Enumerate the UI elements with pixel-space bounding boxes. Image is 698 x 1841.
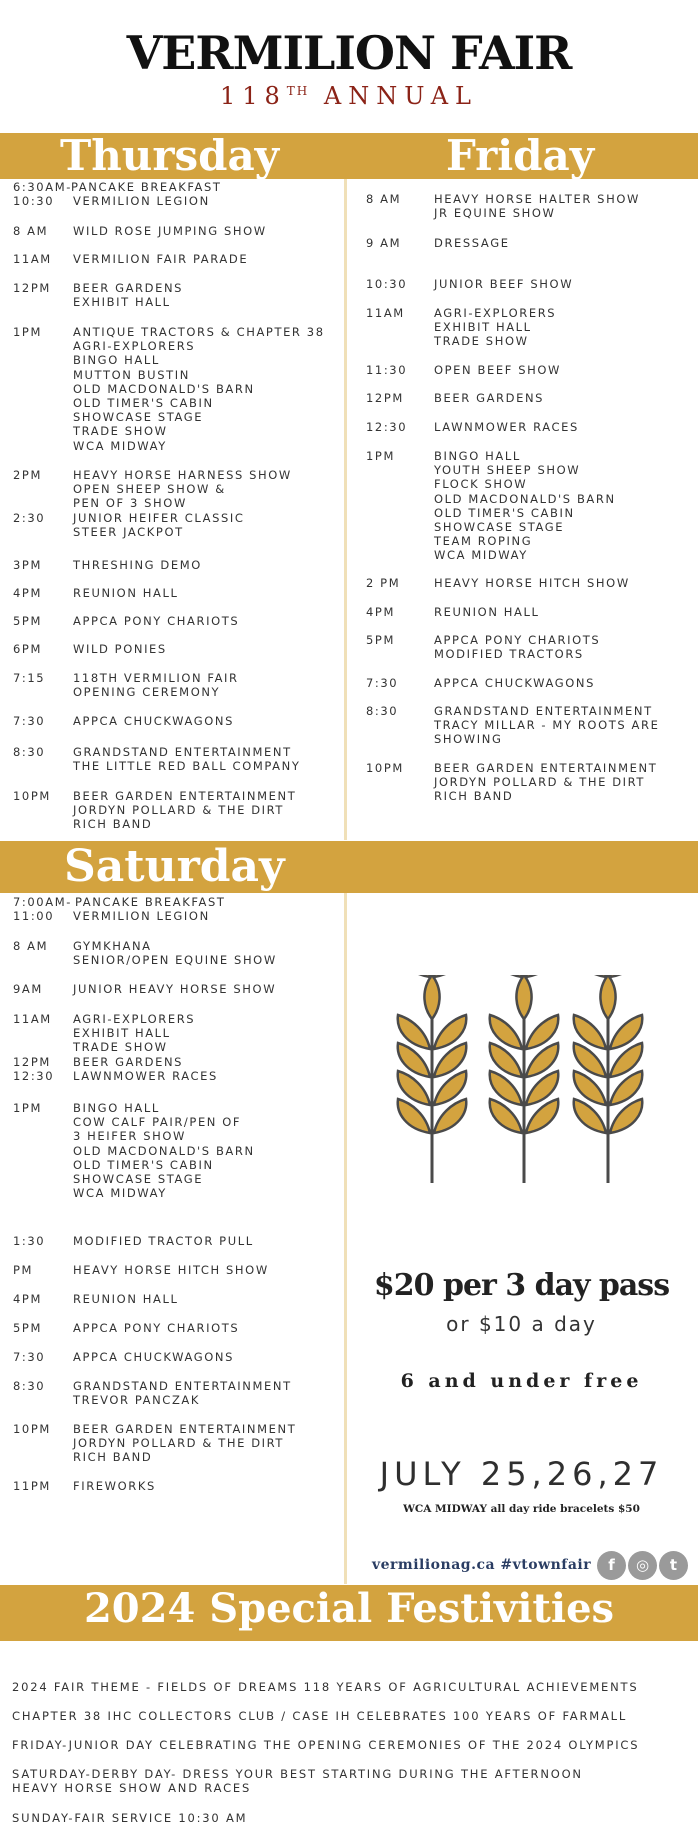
entry-time: 11:30 [366,363,408,377]
event-line: AGRI-EXPLORERS [73,1012,196,1026]
entry-events [73,745,300,773]
event-line: PEN OF 3 SHOW [73,496,187,511]
entry-events [73,1101,255,1200]
entry-time: 6:30AM- [13,180,72,194]
entry-events [73,194,210,208]
entry-events [434,420,579,434]
entry-time: 9AM [13,982,43,996]
event-line: OLD MACDONALD'S BARN [73,381,255,396]
entry-events [73,1055,183,1069]
event-line: APPCA CHUCKWAGONS [434,676,596,690]
event-line: RICH BAND [73,817,153,832]
special-item-1: 2024 FAIR THEME - FIELDS OF DREAMS 118 YEARS OF AGRICULTURAL ACHIEVEMENTS [12,1680,639,1694]
instagram-icon[interactable]: ◎ [628,1551,657,1580]
entry-events [73,1321,239,1335]
entry-time: 12PM [13,1055,51,1069]
entry-time: 5PM [13,1321,42,1335]
entry-events [434,676,595,690]
event-line: LAWNMOWER RACES [434,420,579,434]
entry-time: 7:00AM- [13,895,72,909]
event-line: TREVOR PANCZAK [73,1393,201,1408]
entry-time: 10:30 [13,194,55,208]
event-line: BEER GARDEN ENTERTAINMENT [434,761,658,775]
entry-events [73,1292,179,1306]
edition-number: 118 [219,82,287,110]
entry-events [73,1234,254,1248]
event-line: VERMILION LEGION [73,194,210,208]
saturday-band [0,841,698,893]
social-links[interactable]: vermilionag.ca #vtownfair [372,1557,592,1573]
entry-events [434,192,640,220]
entry-events [73,224,267,238]
event-line: GRANDSTAND ENTERTAINMENT [73,1379,292,1393]
entry-events [73,1422,296,1465]
event-line: PANCAKE BREAKFAST [75,895,226,909]
entry-time: 12:30 [366,420,408,434]
event-line: 118TH VERMILION FAIR [73,671,239,685]
entry-time: 1PM [13,325,42,339]
event-line: OLD MACDONALD'S BARN [73,1143,255,1158]
entry-events [73,1350,234,1364]
entry-time: 8 AM [366,192,402,206]
event-line: 3 HEIFER SHOW [73,1129,186,1144]
event-line: MODIFIED TRACTOR PULL [73,1234,254,1248]
event-line: GYMKHANA [73,939,152,953]
entry-events [73,1012,195,1055]
event-line: SHOWCASE STAGE [73,1172,204,1187]
event-line: BEER GARDENS [434,391,545,405]
entry-time: 3PM [13,558,42,572]
entry-time: 1:30 [13,1234,46,1248]
entry-time: 2PM [13,468,42,482]
event-line: ANTIQUE TRACTORS & CHAPTER 38 [73,325,325,339]
event-line: JR EQUINE SHOW [434,206,556,221]
entry-time: 1PM [13,1101,42,1115]
column-divider-top [344,179,347,840]
entry-events [73,642,167,656]
event-line: REUNION HALL [73,1292,179,1306]
entry-events [73,252,248,266]
poster-subtitle [0,82,698,110]
annual-word: ANNUAL [323,82,478,110]
fair-dates: JULY 25,26,27 [379,1455,664,1493]
entry-events [73,671,239,699]
event-line: BINGO HALL [73,1101,160,1115]
special-festivities-title: 2024 Special Festivities [83,1585,615,1632]
event-line: SENIOR/OPEN EQUINE SHOW [73,953,277,968]
event-line: VERMILION LEGION [73,909,210,923]
entry-events [73,1379,292,1407]
event-line: COW CALF PAIR/PEN OF [73,1115,242,1130]
event-line: BEER GARDEN ENTERTAINMENT [73,789,297,803]
event-line: JORDYN POLLARD & THE DIRT [73,1436,285,1451]
facebook-icon[interactable]: f [597,1551,626,1580]
entry-time: 4PM [13,586,42,600]
entry-time: 7:30 [13,1350,46,1364]
entry-time: 9 AM [366,236,402,250]
entry-time: 10PM [13,789,51,803]
entry-time: 2 PM [366,576,401,590]
event-line: OLD MACDONALD'S BARN [434,491,616,506]
entry-events [73,281,183,309]
event-line: GRANDSTAND ENTERTAINMENT [73,745,292,759]
entry-events [434,633,600,661]
midway-bracelet-note: WCA MIDWAY all day ride bracelets $50 [403,1503,640,1515]
event-line: APPCA PONY CHARIOTS [73,1321,240,1335]
event-line: EXHIBIT HALL [73,1026,171,1041]
event-line: JORDYN POLLARD & THE DIRT [434,775,646,790]
twitter-icon[interactable]: t [659,1551,688,1580]
event-line: VERMILION FAIR PARADE [73,252,249,266]
entry-time: 6PM [13,642,42,656]
entry-time: 10:30 [366,277,408,291]
event-line: HEAVY HORSE HITCH SHOW [434,576,630,590]
event-line: SHOWCASE STAGE [73,410,204,425]
event-line: MODIFIED TRACTORS [434,647,584,662]
event-line: HEAVY HORSE HARNESS SHOW [73,468,292,482]
event-line: EXHIBIT HALL [434,320,532,335]
entry-events [73,1263,269,1277]
entry-time: 12PM [13,281,51,295]
entry-time: 7:30 [366,676,399,690]
event-line: TEAM ROPING [434,534,533,549]
event-line: THE LITTLE RED BALL COMPANY [73,759,301,774]
entry-events [73,909,210,923]
entry-time: 5PM [13,614,42,628]
edition-suffix: TH [286,84,310,98]
entry-events [434,704,659,747]
entry-events [73,511,245,539]
entry-events [75,895,226,909]
event-line: STEER JACKPOT [73,525,184,540]
event-line: YOUTH SHEEP SHOW [434,463,581,478]
event-line: REUNION HALL [73,586,179,600]
daily-price: or $10 a day [446,1312,597,1336]
wheat-stalk-1 [398,975,466,1183]
event-line: LAWNMOWER RACES [73,1069,218,1083]
wheat-illustration [394,975,654,1185]
special-item-3: FRIDAY-JUNIOR DAY CELEBRATING THE OPENING CEREMONIES OF THE 2024 OLYMPICS [12,1738,640,1752]
event-line: BEER GARDEN ENTERTAINMENT [73,1422,297,1436]
entry-events [73,1069,218,1083]
entry-time: 1PM [366,449,395,463]
entry-events [434,761,657,804]
special-item-2: CHAPTER 38 IHC COLLECTORS CLUB / CASE IH CELEBRATES 100 YEARS OF FARMALL [12,1709,628,1723]
entry-events [73,982,276,996]
event-line: BEER GARDENS [73,1055,184,1069]
entry-time: 8:30 [366,704,399,718]
event-line: APPCA CHUCKWAGONS [73,1350,235,1364]
kids-free-note: 6 and under free [400,1370,643,1392]
saturday-title: Saturday [64,841,285,892]
thursday-friday-band [0,133,698,179]
event-line: WILD ROSE JUMPING SHOW [73,224,267,238]
entry-time: 4PM [366,605,395,619]
entry-time: 7:15 [13,671,46,685]
event-line: OLD TIMER'S CABIN [73,1157,214,1172]
event-line: BEER GARDENS [73,281,184,295]
entry-time: 2:30 [13,511,46,525]
event-line: EXHIBIT HALL [73,295,171,310]
event-line: WCA MIDWAY [434,548,528,563]
event-line: REUNION HALL [434,605,540,619]
event-line: AGRI-EXPLORERS [434,306,557,320]
event-line: FIREWORKS [73,1479,156,1493]
event-line: MUTTON BUSTIN [73,367,190,382]
event-line: TRADE SHOW [73,424,168,439]
entry-events [73,939,277,967]
wheat-stalk-2 [490,975,558,1183]
entry-time: 8 AM [13,224,49,238]
event-line: SHOWING [434,732,503,747]
event-line: DRESSAGE [434,236,510,250]
entry-events [73,325,325,453]
entry-events [434,277,573,291]
entry-time: 11AM [366,306,405,320]
entry-events [73,714,234,728]
event-line: JUNIOR BEEF SHOW [434,277,574,291]
entry-time: 11:00 [13,909,55,923]
event-line: OPEN BEEF SHOW [434,363,561,377]
entry-events [434,449,616,563]
entry-events [73,586,179,600]
entry-events [434,576,630,590]
event-line: GRANDSTAND ENTERTAINMENT [434,704,653,718]
friday-title: Friday [446,131,595,180]
entry-events [71,180,222,194]
entry-time: 11AM [13,1012,52,1026]
event-line: OLD TIMER'S CABIN [434,505,575,520]
poster-title: VERMILION FAIR [126,26,572,80]
event-line: WILD PONIES [73,642,167,656]
entry-time: 8 AM [13,939,49,953]
event-line: AGRI-EXPLORERS [73,339,196,354]
entry-time: 11PM [13,1479,51,1493]
three-day-pass-price: $20 per 3 day pass [373,1268,670,1303]
entry-events [73,789,296,832]
entry-events [73,614,239,628]
entry-time: 12:30 [13,1069,55,1083]
entry-time: 5PM [366,633,395,647]
event-line: TRACY MILLAR - MY ROOTS ARE [434,718,660,733]
special-item-4: SATURDAY-DERBY DAY- DRESS YOUR BEST STARTING DURING THE AFTERNOON [12,1767,583,1781]
entry-time: 12PM [366,391,404,405]
event-line: HEAVY HORSE HITCH SHOW [73,1263,269,1277]
event-line: SHOWCASE STAGE [434,520,565,535]
entry-time: PM [13,1263,34,1277]
entry-time: 10PM [13,1422,51,1436]
special-festivities-band [0,1585,698,1641]
event-line: HEAVY HORSE HALTER SHOW [434,192,640,206]
special-item-5: HEAVY HORSE SHOW AND RACES [12,1781,252,1795]
thursday-title: Thursday [60,131,280,180]
event-line: BINGO HALL [434,449,521,463]
event-line: PANCAKE BREAKFAST [71,180,222,194]
entry-time: 8:30 [13,745,46,759]
event-line: RICH BAND [73,1450,153,1465]
entry-time: 7:30 [13,714,46,728]
event-line: JUNIOR HEAVY HORSE SHOW [73,982,277,996]
entry-time: 8:30 [13,1379,46,1393]
wheat-stalk-3 [574,975,642,1183]
special-item-6: SUNDAY-FAIR SERVICE 10:30 AM [12,1811,248,1825]
event-line: TRADE SHOW [434,334,529,349]
event-line: APPCA PONY CHARIOTS [73,614,240,628]
event-line: FLOCK SHOW [434,477,528,492]
event-line: OPEN SHEEP SHOW & [73,482,226,497]
entry-time: 10PM [366,761,404,775]
entry-time: 11AM [13,252,52,266]
entry-time: 4PM [13,1292,42,1306]
event-line: THRESHING DEMO [73,558,202,572]
event-line: JUNIOR HEIFER CLASSIC [73,511,245,525]
event-line: OLD TIMER'S CABIN [73,396,214,411]
entry-events [434,306,556,349]
entry-events [434,236,510,250]
event-line: JORDYN POLLARD & THE DIRT [73,803,285,818]
event-line: BINGO HALL [73,353,160,368]
entry-events [73,468,292,511]
event-line: RICH BAND [434,789,514,804]
event-line: APPCA PONY CHARIOTS [434,633,601,647]
event-line: OPENING CEREMONY [73,685,221,700]
entry-events [73,558,202,572]
event-line: WCA MIDWAY [73,1186,167,1201]
entry-events [434,605,540,619]
event-line: WCA MIDWAY [73,438,167,453]
event-line: APPCA CHUCKWAGONS [73,714,235,728]
entry-events [73,1479,156,1493]
entry-events [434,391,544,405]
event-line: TRADE SHOW [73,1040,168,1055]
entry-events [434,363,561,377]
